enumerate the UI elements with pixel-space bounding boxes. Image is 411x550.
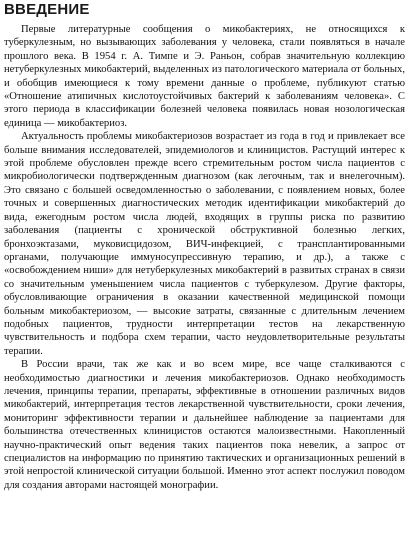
heading-band [0, 0, 411, 20]
paragraph: Актуальность проблемы микобактериозов возрастает из года в год и привлекает все больше внимания исследователей, эпидемиологов и клиницистов. Растущий интерес к этой проблеме обусловлен прежде всего стремительным ростом числа пациентов с микробиологически подтвержденным диагнозом (как легочным, так и внелегочным). Это связано с большей осведомленностью о заболевании, с появлением новых, более точных и совершенных диагностических методик идентификации микобактерий до вида, ежегодным ростом числа людей, входящих в группы риска по развитию заболевания (пациенты с хронической обструктивной болезнью легких, бронхоэктазами, муковисцидозом, ВИЧ-инфекцией, с трансплантированными органами, получающие иммуносупрессивную терапию, и др.), а также с «освобождением ниши» для нетуберкулезных микобактерий в развитых странах в связи со значительным уменьшением числа пациентов с туберкулезом. Другие факторы, обусловливающие ограничения в оказании качественной медицинской помощи больным микобактериозом, — высокие затраты, связанные с длительным лечением подобных пациентов, трудности интерпретации тестов на лекарственную чувствительность и подбора схем терапии, часто неудовлетворительные результаты терапии. [4, 131, 405, 357]
body-text [4, 23, 405, 492]
paragraph: Первые литературные сообщения о микобактериях, не относящихся к туберкулезным, но вызывающих заболевания у человека, стали появляться в начале прошлого века. В 1954 г. А. Тимпе и Э. Раньон, собрав значительную коллекцию нетуберкулезных микобактерий, выделенных из патологического материала от больных, и обобщив имеющиеся к тому времени данные о проблеме, публикуют статью «Отношение атипичных кислотоустойчивых бактерий к заболеваниям человека». С этого периода в классификации болезней человека появилась новая нозологическая единица — микобактериоз. [4, 24, 405, 129]
section-heading: ВВЕДЕНИЕ [4, 1, 90, 18]
paragraph: В России врачи, так же как и во всем мире, все чаще сталкиваются с необходимостью диагностики и лечения микобактериозов. Однако необходимость лечения, принципы терапии, препараты, эффективные в отношении различных видов микобактерий, интерпретация тестов лекарственной чувствительности, сроки лечения, мониторинг эффективности терапии и дальнейшее наблюдение за пациентами для большинства отечественных клиницистов остаются малоизвестными. Накопленный научно-практический опыт ведения таких пациентов пока невелик, а запрос от специалистов на информацию по принятию тактических и организационных решений в этой непростой клинической ситуации большой. Именно этот аспект послужил поводом для создания авторами настоящей монографии. [4, 359, 405, 491]
